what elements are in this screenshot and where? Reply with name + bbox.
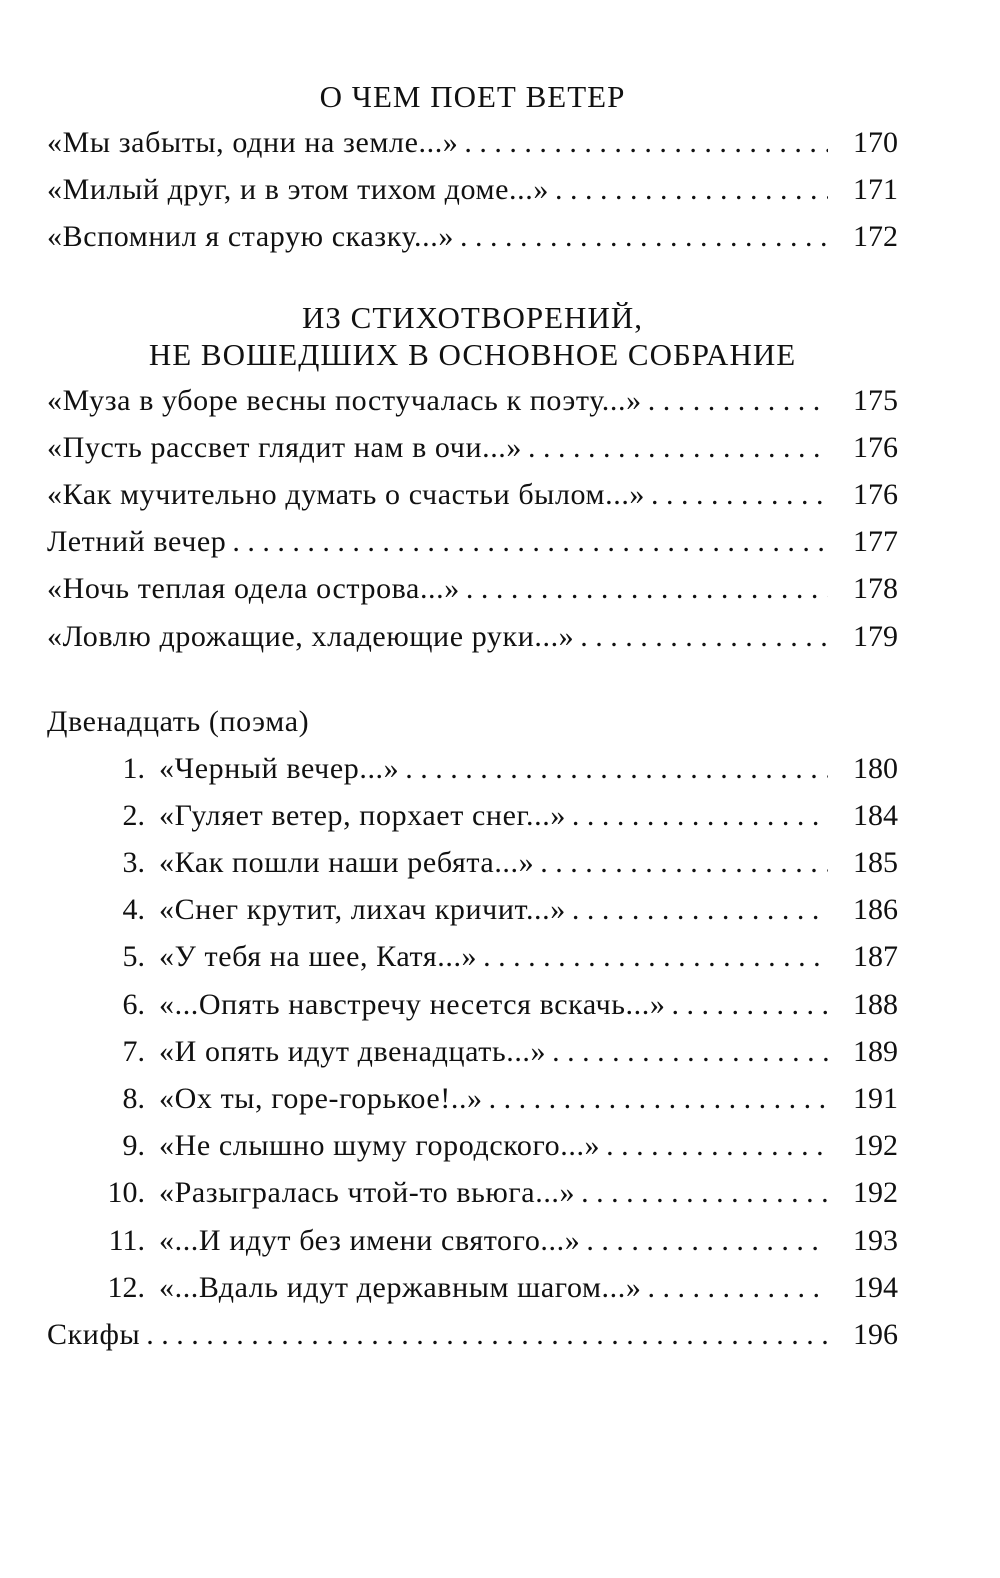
toc-entry-title: «Муза в уборе весны постучалась к поэту...» — [47, 383, 642, 417]
toc-entry — [47, 1217, 898, 1264]
dot-leader — [671, 981, 828, 1028]
dot-leader — [528, 424, 828, 471]
dot-leader — [466, 565, 828, 612]
toc-entry-title: «Как пошли наши ребята...» — [159, 846, 535, 880]
toc-entry-title: «Гуляет ветер, порхает снег...» — [159, 798, 566, 832]
toc-entry-number: 11. — [108, 1223, 145, 1257]
dot-leader — [586, 1217, 828, 1264]
toc-entry-title: «...Вдаль идут державным шагом...» — [159, 1270, 642, 1304]
section-gap — [47, 660, 898, 698]
toc-entry — [47, 613, 898, 660]
toc-entry-page: 180 — [853, 751, 898, 785]
dot-leader — [540, 839, 828, 886]
toc-entry-page: 185 — [853, 846, 898, 880]
section-title-line: О ЧЕМ ПОЕТ ВЕТЕР — [319, 79, 626, 114]
toc-entry-title: Скифы — [47, 1317, 141, 1351]
toc-entry-page: 171 — [853, 173, 898, 207]
toc-entry — [47, 886, 898, 933]
dot-leader — [581, 1169, 828, 1216]
toc-entry-title: «Как мучительно думать о счастьи былом...» — [47, 477, 646, 511]
toc-entry-title: «Мы забыты, одни на земле...» — [47, 126, 459, 159]
toc-entry-page: 194 — [853, 1270, 898, 1304]
toc-entry-page: 176 — [853, 430, 898, 464]
toc-entry-page: 196 — [853, 1317, 898, 1351]
section-gap — [47, 261, 898, 299]
dot-leader — [651, 471, 828, 518]
toc-entry — [47, 745, 898, 792]
dot-leader — [572, 792, 828, 839]
toc-entry-title: «Разыгралась чтой-то вьюга...» — [159, 1176, 576, 1210]
toc-entry-title: «Милый друг, и в этом тихом доме...» — [47, 173, 549, 207]
toc-entry-title: «И опять идут двенадцать...» — [159, 1034, 547, 1068]
toc-entry-title: «Ловлю дрожащие, хладеющие руки...» — [47, 619, 575, 653]
toc-entry-title: «У тебя на шее, Катя...» — [159, 940, 478, 974]
dot-leader — [572, 886, 828, 933]
toc-entry-page: 177 — [853, 525, 898, 559]
toc-entry-page: 176 — [853, 477, 898, 511]
dot-leader — [552, 1028, 828, 1075]
section-title-iz-stihotvoreniy — [47, 299, 898, 373]
dot-leader — [464, 119, 828, 166]
toc-entry-number: 6. — [122, 987, 145, 1021]
toc-entry-title: «Ох ты, горе-горькое!..» — [159, 1082, 483, 1115]
section-title-line: ИЗ СТИХОТВОРЕНИЙ, — [302, 299, 643, 335]
poem-heading: Двенадцать (поэма) — [47, 704, 310, 738]
dot-leader — [647, 1264, 828, 1311]
dot-leader — [648, 377, 828, 424]
toc-entry — [47, 377, 898, 424]
toc-entry-page: 170 — [853, 126, 898, 159]
dot-leader — [483, 933, 828, 980]
toc-entry-number: 3. — [122, 846, 145, 880]
dot-leader — [232, 518, 828, 565]
section-title-line: НЕ ВОШЕДШИХ В ОСНОВНОЕ СОБРАНИЕ — [148, 336, 797, 372]
toc-entry — [47, 933, 898, 980]
toc-entry-title: «Вспомнил я старую сказку...» — [47, 220, 454, 254]
dot-leader — [580, 613, 828, 660]
toc-entry — [47, 981, 898, 1028]
dot-leader — [606, 1122, 828, 1169]
toc-entry-number: 4. — [122, 893, 145, 927]
toc-entry — [47, 213, 898, 260]
toc-entry-page: 193 — [853, 1223, 898, 1257]
toc-entry-page: 189 — [853, 1034, 898, 1068]
toc-entry-page: 188 — [853, 987, 898, 1021]
toc-entry — [47, 1264, 898, 1311]
toc-entry-title: «Не слышно шуму городского...» — [159, 1129, 601, 1163]
dot-leader — [555, 166, 828, 213]
toc-entry-page: 179 — [853, 619, 898, 653]
toc-entry-number: 2. — [122, 798, 145, 832]
toc-entry-title: «Черный вечер...» — [159, 751, 400, 785]
toc-entry — [47, 119, 898, 166]
toc-entry-title: «...И идут без имени святого...» — [159, 1223, 581, 1257]
table-of-contents — [47, 78, 898, 1358]
toc-entry — [47, 839, 898, 886]
toc-entry-page: 192 — [853, 1176, 898, 1210]
toc-entry-page: 178 — [853, 572, 898, 606]
toc-entry-number: 5. — [122, 940, 145, 974]
toc-entry — [47, 1169, 898, 1216]
toc-entry — [47, 424, 898, 471]
toc-entry — [47, 792, 898, 839]
toc-entry-page: 184 — [853, 798, 898, 832]
toc-entry-page: 172 — [853, 220, 898, 254]
toc-entry-number: 7. — [122, 1034, 145, 1068]
dot-leader — [460, 213, 828, 260]
dot-leader — [405, 745, 828, 792]
toc-entry — [47, 1122, 898, 1169]
toc-entry — [47, 518, 898, 565]
dot-leader — [489, 1075, 828, 1122]
toc-entry-number: 12. — [107, 1270, 145, 1304]
toc-entry-title: Летний вечер — [47, 525, 227, 559]
toc-entry-page: 192 — [853, 1129, 898, 1163]
toc-entry-number: 9. — [122, 1129, 145, 1163]
toc-entry — [47, 565, 898, 612]
toc-entry-title: «...Опять навстречу несется вскачь...» — [159, 987, 666, 1021]
dot-leader — [146, 1311, 828, 1358]
toc-entry-number: 1. — [122, 751, 145, 785]
toc-entry — [47, 1075, 898, 1122]
toc-entry — [47, 1028, 898, 1075]
toc-entry-page: 187 — [853, 940, 898, 974]
toc-entry-page: 191 — [853, 1082, 898, 1115]
toc-entry-page: 186 — [853, 893, 898, 927]
toc-entry — [47, 471, 898, 518]
toc-entry-page: 175 — [853, 383, 898, 417]
toc-entry-title: «Снег крутит, лихач кричит...» — [159, 893, 566, 927]
toc-entry — [47, 1311, 898, 1358]
toc-entry-number: 10. — [107, 1176, 145, 1210]
toc-entry-number: 8. — [122, 1082, 145, 1115]
toc-entry-title: «Пусть рассвет глядит нам в очи...» — [47, 430, 522, 464]
section-title-o-chem-poet-veter — [47, 78, 898, 115]
toc-entry — [47, 166, 898, 213]
toc-entry-title: «Ночь теплая одела острова...» — [47, 572, 460, 606]
